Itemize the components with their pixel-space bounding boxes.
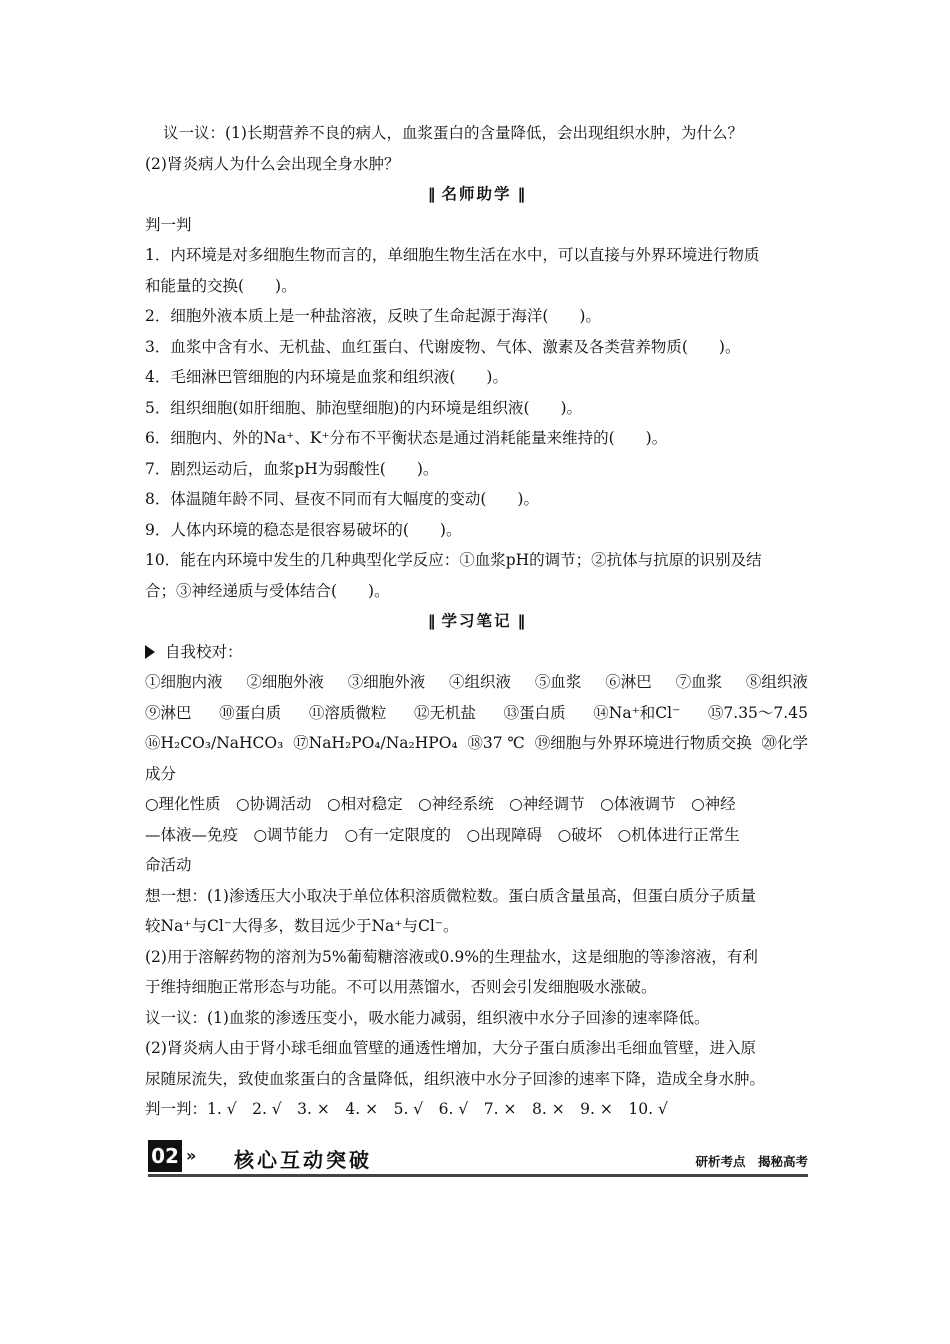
section-number-badge: 02 [148, 1140, 182, 1172]
judge-items [145, 240, 808, 606]
self-check-label: 自我校对： [145, 637, 808, 668]
answer-item: ③细胞外液 [347, 673, 426, 691]
answer-item: ⑳化学 [761, 734, 808, 752]
answer-row [145, 667, 808, 698]
double-chevron-icon: » [186, 1146, 197, 1165]
answer-item: ⑦血浆 [675, 673, 723, 691]
answer-item: ⑲细胞与外界环境进行物质交换 [534, 734, 752, 752]
section-heading-teacher-help: ‖ 名师助学 ‖ [427, 185, 526, 203]
answer-item: ⑬蛋白质 [503, 703, 566, 722]
discuss-answer-line: 议一议：(1)血浆的渗透压变小，吸水能力减弱，组织液中水分子回渗的速率降低。 [145, 1008, 710, 1027]
triangle-marker-icon [145, 645, 155, 659]
banner-title: 核心互动突破 [234, 1148, 372, 1172]
section-heading-study-notes: ‖ 学习笔记 ‖ [427, 612, 526, 630]
judge-answers: 判一判：1. √ 2. √ 3. × 4. × 5. √ 6. √ 7. × 8. × 9. × 10. √ [145, 1100, 668, 1118]
discuss-answer-line: 尿随尿流失，致使血浆蛋白的含量降低，组织液中水分子回渗的速率下降，造成全身水肿。 [145, 1069, 766, 1088]
answer-item: ⑮7.35～7.45 [707, 703, 808, 722]
judge-item: 2．细胞外液本质上是一种盐溶液，反映了生命起源于海洋( )。 [145, 307, 601, 325]
answer-row [145, 728, 808, 759]
judge-item: 3．血浆中含有水、无机盐、血红蛋白、代谢废物、气体、激素及各类营养物质( )。 [145, 337, 741, 356]
answer-item: ⑤血浆 [534, 673, 582, 691]
answer-item: ⑫无机盐 [413, 703, 476, 722]
answer-item: ⑪溶质微粒 [308, 703, 387, 722]
answer-item: ①细胞内液 [145, 673, 223, 691]
answer-item: ⑨淋巴 [145, 703, 192, 722]
answer-item: ④组织液 [449, 673, 512, 691]
discuss-answer-line: (2)肾炎病人由于肾小球毛细血管壁的通透性增加，大分子蛋白质渗出毛细血管壁，进入原 [145, 1039, 756, 1057]
judge-item: 5．组织细胞(如肝细胞、肺泡壁细胞)的内环境是组织液( )。 [145, 398, 583, 417]
notes-line: 命活动 [145, 856, 192, 874]
think-line: 想一想：(1)渗透压大小取决于单位体积溶质微粒数。蛋白质含量虽高，但蛋白质分子质量 [145, 886, 756, 905]
think-line: 于维持细胞正常形态与功能。不可以用蒸馏水，否则会引发细胞吸水涨破。 [145, 978, 657, 996]
answer-item: ⑭Na⁺和Cl⁻ [593, 703, 681, 722]
discuss-question-1: 议一议：(1)长期营养不良的病人，血浆蛋白的含量降低，会出现组织水肿，为什么？ [163, 124, 743, 142]
judge-label: 判一判 [145, 215, 192, 234]
judge-item: 合；③神经递质与受体结合( )。 [145, 581, 390, 600]
judge-item: 和能量的交换( )。 [145, 276, 297, 295]
judge-item: 4．毛细淋巴管细胞的内环境是血浆和组织液( )。 [145, 368, 508, 386]
section-banner [148, 1140, 808, 1180]
notes-line: —体液—免疫 ○调节能力 ○有一定限度的 ○出现障碍 ○破坏 ○机体进行正常生 [145, 825, 740, 844]
answer-item: ⑧组织液 [745, 673, 808, 691]
discuss-question-2: (2)肾炎病人为什么会出现全身水肿？ [145, 154, 400, 173]
judge-item: 7．剧烈运动后，血浆pH为弱酸性( )。 [145, 459, 439, 478]
think-line: 较Na⁺与Cl⁻大得多，数目远少于Na⁺与Cl⁻。 [145, 917, 459, 935]
judge-item: 6．细胞内、外的Na⁺、K⁺分布不平衡状态是通过消耗能量来维持的( )。 [145, 429, 668, 447]
judge-item: 8．体温随年龄不同、昼夜不同而有大幅度的变动( )。 [145, 490, 539, 508]
answer-item: ⑥淋巴 [605, 673, 652, 691]
answer-item: ⑰NaH₂PO₄/Na₂HPO₄ [293, 734, 458, 752]
judge-item: 10．能在内环境中发生的几种典型化学反应：①血浆pH的调节；②抗体与抗原的识别及结 [145, 551, 762, 569]
judge-item: 1．内环境是对多细胞生物而言的，单细胞生物生活在水中，可以直接与外界环境进行物质 [145, 246, 760, 264]
answer-item: ②细胞外液 [246, 673, 324, 691]
document-body [145, 118, 808, 1125]
answer-row [145, 698, 808, 729]
answer-item: ⑩蛋白质 [219, 703, 282, 722]
judge-item: 9．人体内环境的稳态是很容易破坏的( )。 [145, 520, 462, 539]
banner-rule [148, 1174, 808, 1177]
answer-item: ⑱37 ℃ [467, 734, 525, 752]
banner-subtitle: 研析考点 揭秘高考 [695, 1154, 808, 1169]
answer-item: ⑯H₂CO₃/NaHCO₃ [145, 734, 284, 752]
think-line: (2)用于溶解药物的溶剂为5%葡萄糖溶液或0.9%的生理盐水，这是细胞的等渗溶液，有利 [145, 947, 758, 966]
notes-line: 成分 [145, 764, 177, 783]
notes-line: ○理化性质 ○协调活动 ○相对稳定 ○神经系统 ○神经调节 ○体液调节 ○神经 [145, 795, 736, 813]
